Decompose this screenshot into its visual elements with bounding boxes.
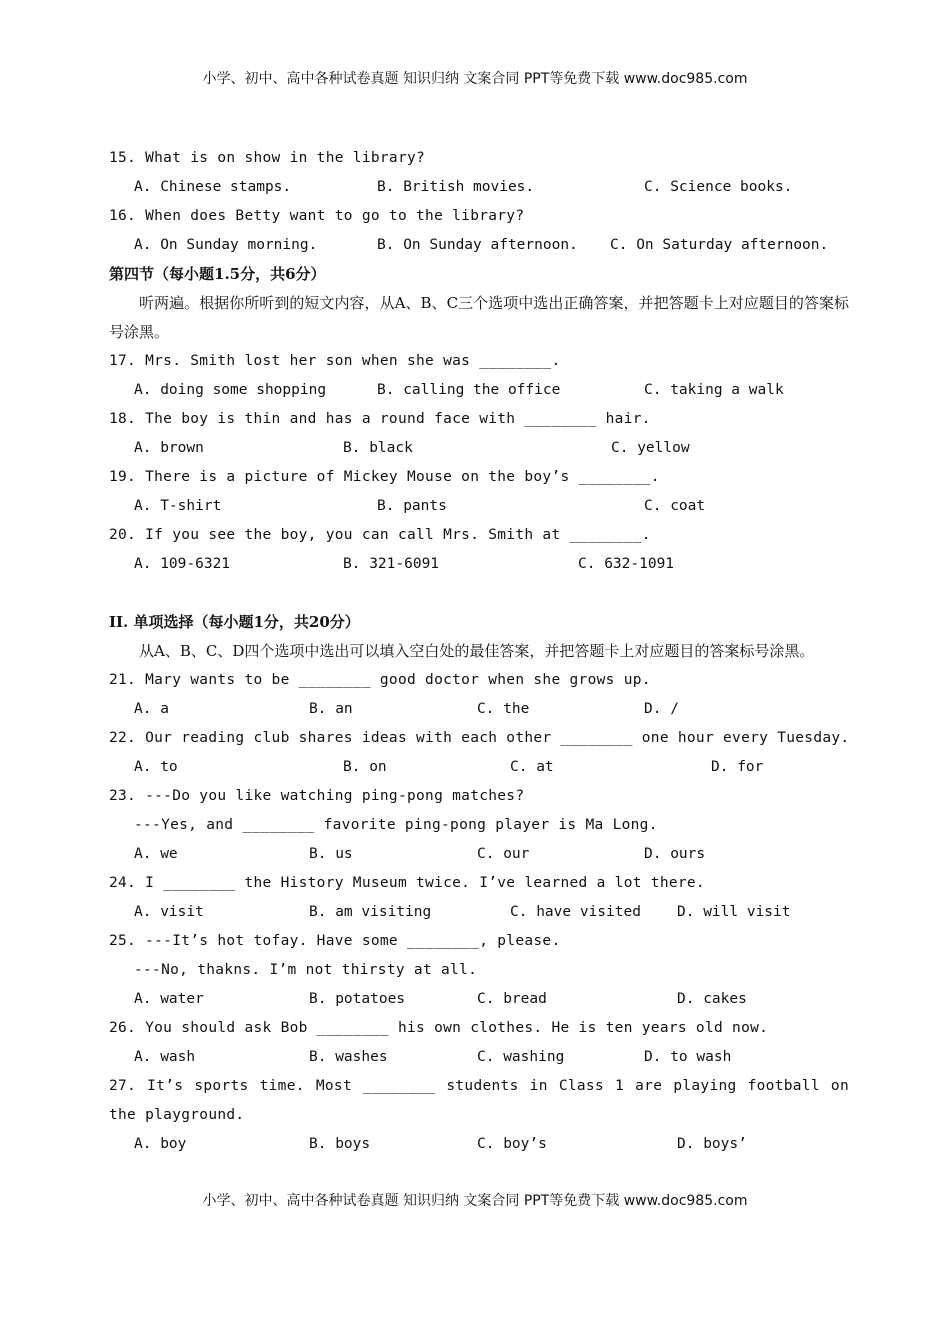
question-16: 16. When does Betty want to go to the library? [109,208,525,224]
section-4-title: 第四节（每小题1.5分，共6分） [109,265,326,283]
option-b: B. on [343,759,387,775]
option-b: B. washes [309,1049,388,1065]
option-c: C. boy’s [477,1136,547,1152]
options-17 [109,376,849,405]
options-23 [109,840,849,869]
option-b: B. British movies. [377,179,535,195]
option-c: C. at [510,759,554,775]
option-b: B. am visiting [309,904,432,920]
question-19: 19. There is a picture of Mickey Mouse on the boy’s ________. [109,469,660,485]
option-a: A. boy [134,1136,187,1152]
options-26 [109,1043,849,1072]
option-a: A. 109-6321 [134,556,231,572]
option-a: A. wash [134,1049,196,1065]
option-b: B. 321-6091 [343,556,440,572]
option-c: C. Science books. [644,179,793,195]
option-b: B. boys [309,1136,371,1152]
option-d: D. to wash [644,1049,732,1065]
question-25-reply: ---No, thakns. I’m not thirsty at all. [134,962,478,978]
option-d: D. cakes [677,991,747,1007]
question-23-reply: ---Yes, and ________ favorite ping-pong player is Ma Long. [134,817,658,833]
options-24 [109,898,849,927]
option-d: D. boys’ [677,1136,747,1152]
options-20 [109,550,849,579]
question-17: 17. Mrs. Smith lost her son when she was ________. [109,353,561,369]
question-15: 15. What is on show in the library? [109,150,426,166]
option-d: D. for [711,759,764,775]
option-c: C. yellow [611,440,690,456]
option-a: A. visit [134,904,204,920]
option-c: C. have visited [510,904,641,920]
options-18 [109,434,849,463]
question-18: 18. The boy is thin and has a round face with ________ hair. [109,411,651,427]
question-20: 20. If you see the boy, you can call Mrs. Smith at ________. [109,527,651,543]
option-c: C. taking a walk [644,382,784,398]
option-a: A. water [134,991,204,1007]
question-25: 25. ---It’s hot tofay. Have some ________, please. [109,933,561,949]
question-23: 23. ---Do you like watching ping-pong matches? [109,788,525,804]
spacer [109,579,849,608]
option-c: C. the [477,701,530,717]
option-b: B. an [309,701,353,717]
options-16 [109,231,849,260]
options-19 [109,492,849,521]
option-b: B. black [343,440,413,456]
option-a: A. to [134,759,178,775]
question-27: 27. It’s sports time. Most ________ students in Class 1 are playing football on the playground. [109,1078,849,1123]
exam-content [109,144,849,1159]
question-26: 26. You should ask Bob ________ his own clothes. He is ten years old now. [109,1020,769,1036]
option-d: D. / [644,701,679,717]
section-4-instruction: 听两遍。根据你所听到的短文内容，从A、B、C三个选项中选出正确答案，并把答题卡上对应题目的答案标号涂黑。 [109,294,849,341]
option-a: A. we [134,846,178,862]
options-15 [109,173,849,202]
option-c: C. our [477,846,530,862]
option-b: B. potatoes [309,991,406,1007]
option-c: C. bread [477,991,547,1007]
options-22 [109,753,849,782]
options-25 [109,985,849,1014]
page-footer: 小学、初中、高中各种试卷真题 知识归纳 文案合同 PPT等免费下载 www.doc985.com [202,1193,748,1209]
option-c: C. coat [644,498,706,514]
option-d: D. will visit [677,904,791,920]
option-b: B. calling the office [377,382,561,398]
question-21: 21. Mary wants to be ________ good doctor when she grows up. [109,672,651,688]
section-2-instruction: 从A、B、C、D四个选项中选出可以填入空白处的最佳答案，并把答题卡上对应题目的答案标号涂黑。 [139,642,815,660]
option-a: A. Chinese stamps. [134,179,292,195]
option-a: A. T-shirt [134,498,222,514]
section-2-title: II. 单项选择（每小题1分，共20分） [109,613,360,631]
option-b: B. On Sunday afternoon. [377,237,578,253]
options-27 [109,1130,849,1159]
page-header: 小学、初中、高中各种试卷真题 知识归纳 文案合同 PPT等免费下载 www.doc985.com [202,71,748,87]
option-b: B. pants [377,498,447,514]
option-b: B. us [309,846,353,862]
option-d: D. ours [644,846,706,862]
option-a: A. brown [134,440,204,456]
option-a: A. a [134,701,169,717]
question-22: 22. Our reading club shares ideas with each other ________ one hour every Tuesday. [109,730,850,746]
question-24: 24. I ________ the History Museum twice. I’ve learned a lot there. [109,875,705,891]
option-c: C. On Saturday afternoon. [610,237,829,253]
options-21 [109,695,849,724]
option-c: C. 632-1091 [578,556,675,572]
option-a: A. On Sunday morning. [134,237,318,253]
option-c: C. washing [477,1049,565,1065]
option-a: A. doing some shopping [134,382,327,398]
